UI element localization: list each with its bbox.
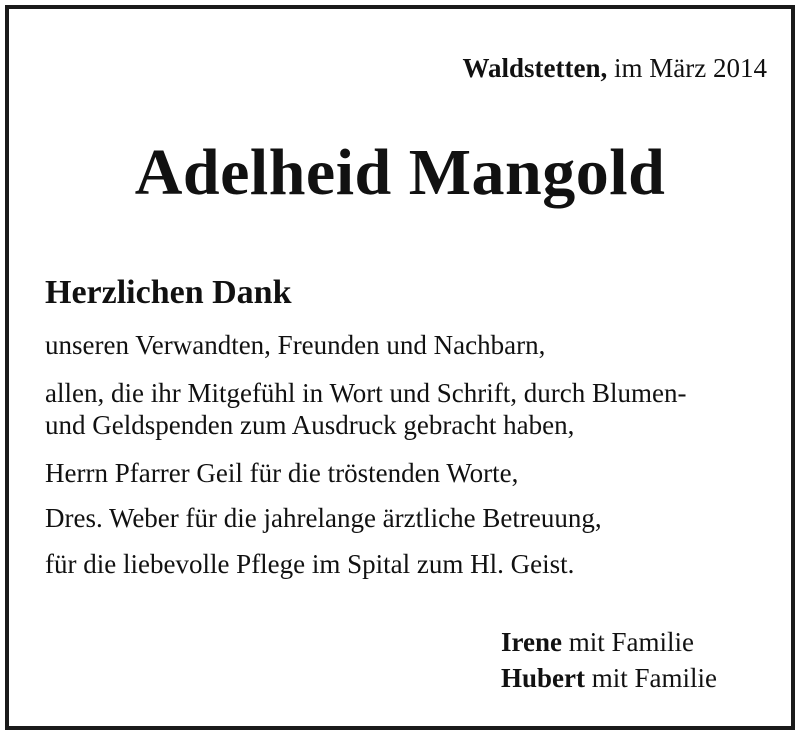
thanks-line: Herrn Pfarrer Geil für die tröstenden Worte, [45,458,519,488]
thanks-line: Dres. Weber für die jahrelange ärztliche Betreuung, [45,503,602,533]
date: im März 2014 [607,53,767,83]
thanks-line: und Geldspenden zum Ausdruck gebracht haben, [45,410,575,440]
place: Waldstetten, [462,53,608,83]
thanks-line: unseren Verwandten, Freunden und Nachbarn, [45,330,546,360]
signature-line [501,626,694,658]
signature-name: Hubert [501,663,585,693]
signature-suffix: mit Familie [585,663,717,693]
thanks-heading: Herzlichen Dank [45,274,292,311]
signature-suffix: mit Familie [562,627,694,657]
signature-name: Irene [501,627,562,657]
thanks-line: allen, die ihr Mitgefühl in Wort und Schrift, durch Blumen- [45,378,687,408]
obituary-notice [5,5,795,730]
thanks-line: für die liebevolle Pflege im Spital zum Hl. Geist. [45,549,575,579]
place-date [463,53,767,83]
signature-line [501,662,717,694]
deceased-name: Adelheid Mangold [134,136,666,209]
